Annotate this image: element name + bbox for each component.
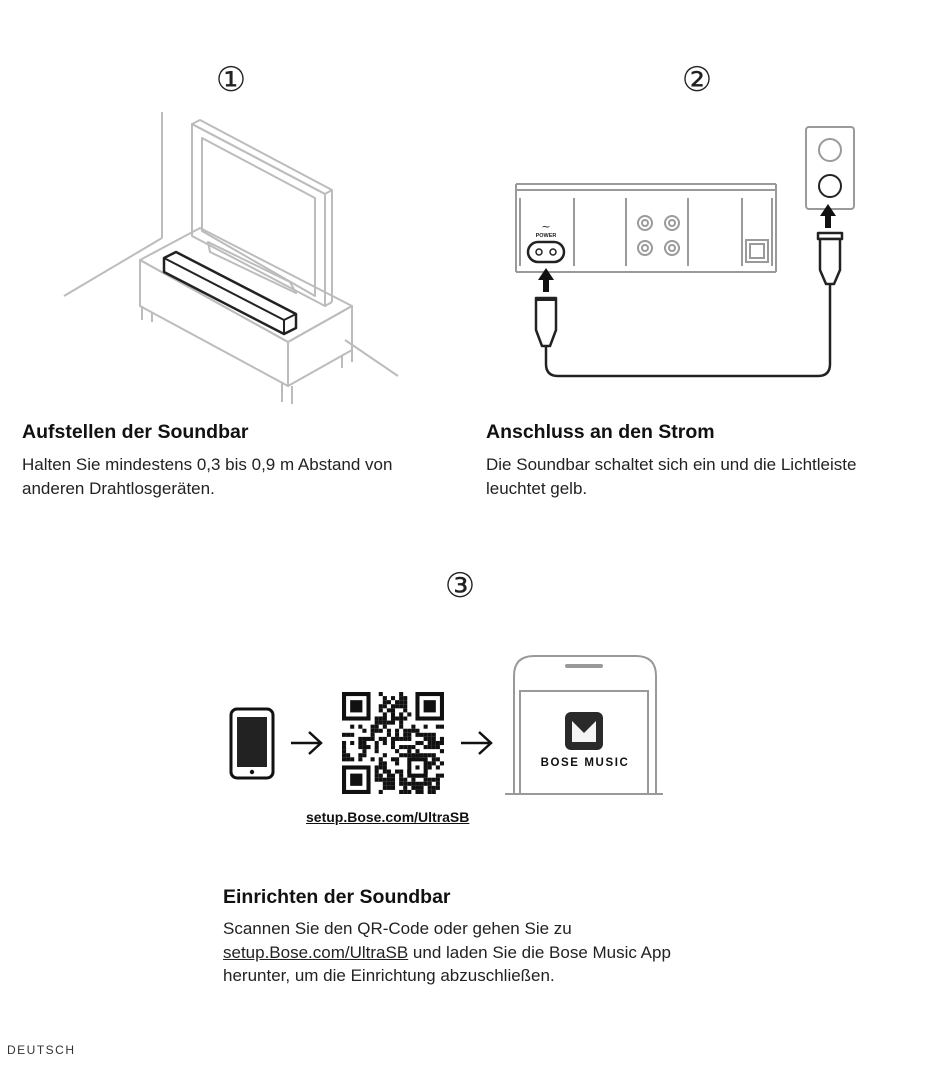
qr-url-link[interactable]: setup.Bose.com/UltraSB [306, 809, 470, 825]
step-3-number: ③ [444, 566, 476, 606]
arrow-right-icon [459, 729, 495, 757]
step-3-text-before: Scannen Sie den QR-Code oder gehen Sie zu [223, 919, 572, 938]
power-connection-illustration [510, 120, 870, 385]
step-3-heading: Einrichten der Soundbar [223, 886, 451, 908]
step-3-text [223, 917, 693, 988]
qr-code [342, 692, 444, 794]
setup-link[interactable]: setup.Bose.com/UltraSB [223, 942, 409, 962]
arrow-right-icon [289, 729, 325, 757]
ac-symbol: ~ [541, 220, 551, 233]
step-3-text-after: und laden Sie die Bose Music App herunter, um die Einrichtung abzuschließen. [223, 942, 671, 985]
step-2-heading: Anschluss an den Strom [486, 421, 715, 443]
step-2-number: ② [681, 60, 713, 100]
app-name: BOSE MUSIC [540, 757, 630, 769]
step-1-text: Halten Sie mindestens 0,3 bis 0,9 m Abstand von anderen Drahtlosgeräten. [22, 455, 393, 498]
bose-music-logo-icon [564, 711, 604, 751]
step-1-number: ① [215, 60, 247, 100]
step-2-text: Die Soundbar schaltet sich ein und die Lichtleiste leuchtet gelb. [486, 455, 857, 498]
power-label: POWER [535, 233, 557, 239]
phone-icon [229, 707, 275, 780]
step-1-heading: Aufstellen der Soundbar [22, 421, 249, 443]
tv-soundbar-illustration [60, 110, 405, 410]
language-label: DEUTSCH [7, 1043, 76, 1057]
